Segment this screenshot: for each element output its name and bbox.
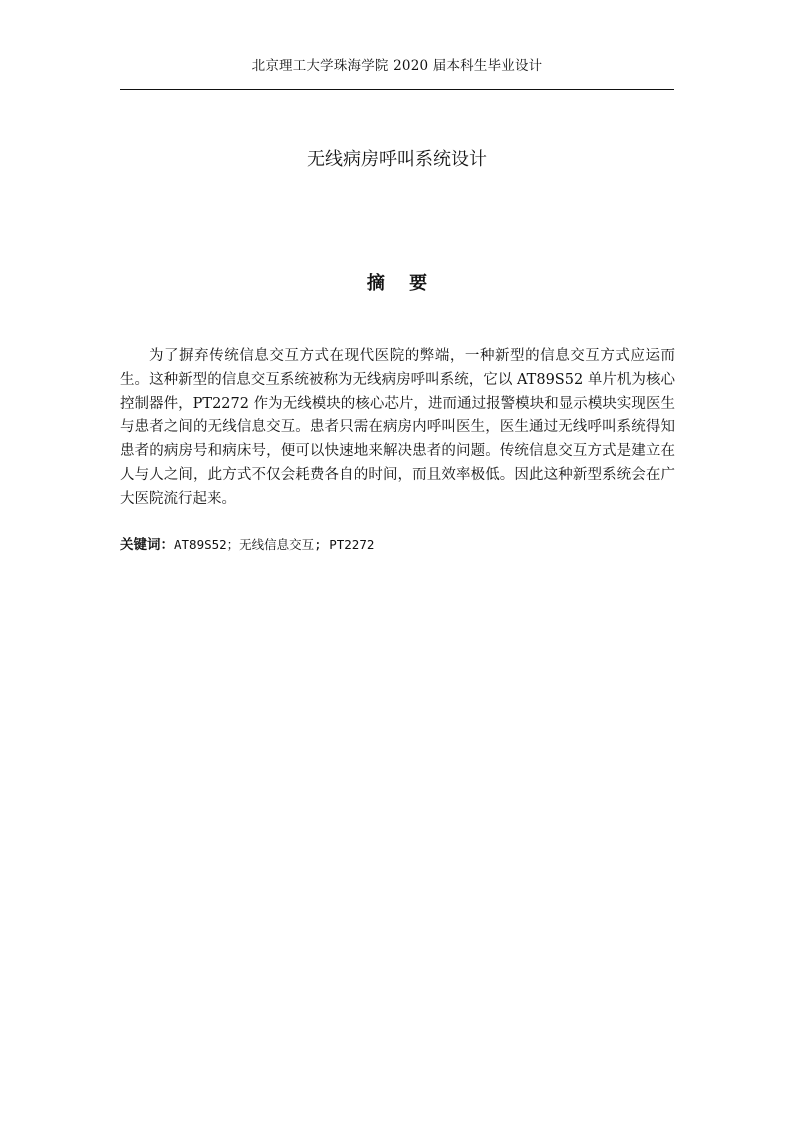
header-divider bbox=[120, 89, 674, 90]
abstract-heading: 摘 要 bbox=[366, 273, 428, 294]
page-header: 北京理工大学珠海学院 2020 届本科生毕业设计 bbox=[251, 58, 543, 74]
keywords-line bbox=[120, 535, 674, 555]
keywords-value: AT89S52；无线信息交互; PT2272 bbox=[174, 537, 375, 552]
abstract-body: 为了摒弃传统信息交互方式在现代医院的弊端，一种新型的信息交互方式应运而生。这种新型的信息交互系统被称为无线病房呼叫系统，它以 AT89S52 单片机为核心控制器件，PT2272 作为无线模块的核心芯片，进而通过报警模块和显示模块实现医生与患者之间的无线信息交互。患者只需在病房内呼叫医生，医生通过无线呼叫系统得知患者的病房号和病床号，便可以快速地来解决患者的问题。传统信息交互方式是建立在人与人之间，此方式不仅会耗费各自的时间，而且效率极低。因此这种新型系统会在广大医院流行起来。 bbox=[120, 348, 675, 507]
document-title: 无线病房呼叫系统设计 bbox=[307, 149, 487, 170]
keywords-label: 关键词： bbox=[120, 537, 174, 553]
